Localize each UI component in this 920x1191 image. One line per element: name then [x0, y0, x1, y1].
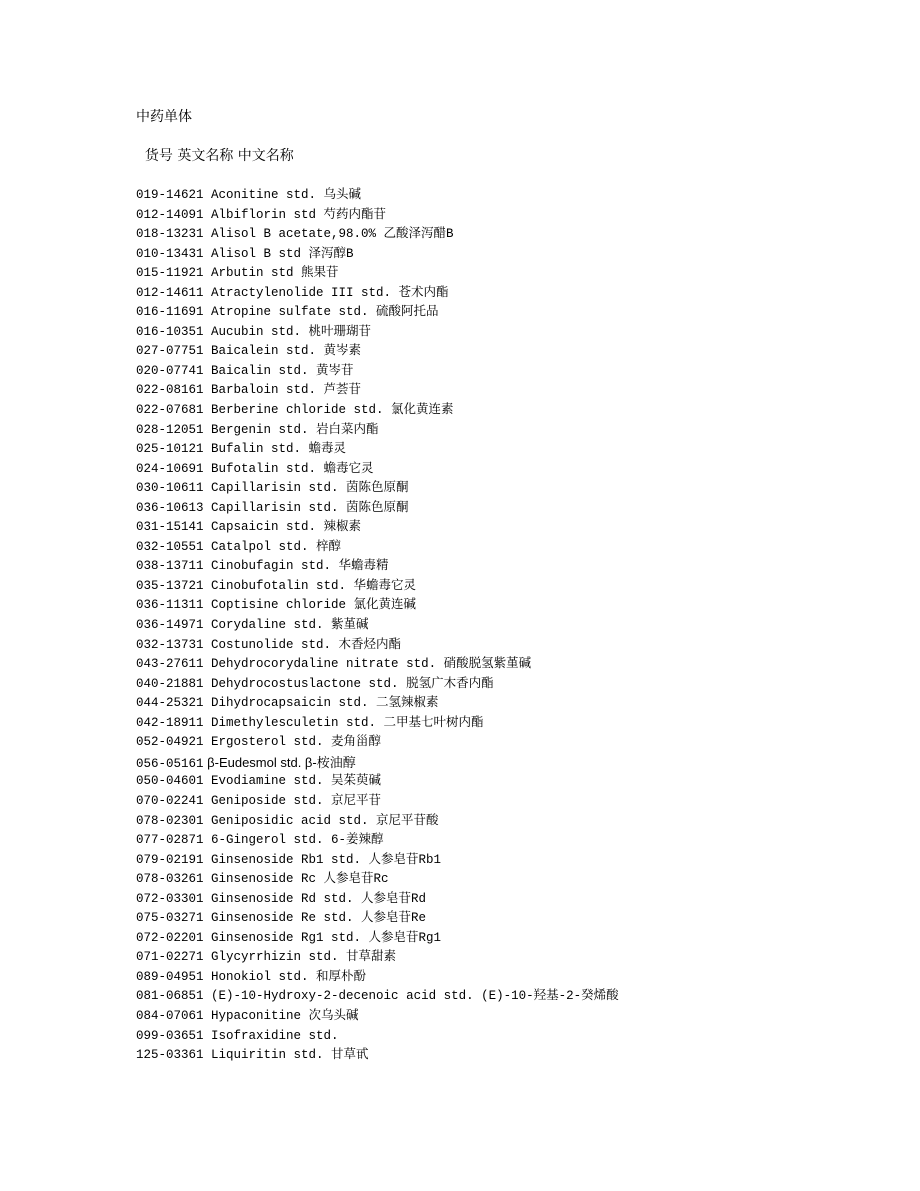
product-name: Capillarisin std. 茵陈色原酮 [211, 500, 409, 515]
product-code: 099-03651 [136, 1028, 204, 1043]
product-row [136, 323, 896, 343]
product-name: Bufotalin std. 蟾毒它灵 [211, 461, 374, 476]
product-row [136, 381, 896, 401]
document-title: 中药单体 [136, 109, 192, 125]
product-row [136, 460, 896, 480]
product-name: Geniposidic acid std. 京尼平苷酸 [211, 813, 439, 828]
product-name: Glycyrrhizin std. 甘草甜素 [211, 950, 397, 965]
product-code: 078-03261 [136, 872, 204, 887]
product-code: 010-13431 [136, 246, 204, 261]
product-name: Ginsenoside Rg1 std. 人参皂苷Rg1 [211, 930, 442, 945]
product-row [136, 225, 896, 245]
product-name: Dimethylesculetin std. 二甲基七叶树内酯 [211, 715, 484, 730]
product-code: 019-14621 [136, 188, 204, 202]
product-row [136, 1046, 896, 1066]
column-header: 货号 英文名称 中文名称 [136, 148, 294, 164]
product-name: Costunolide std. 木香烃内酯 [211, 637, 402, 652]
product-row [136, 987, 896, 1007]
product-row [136, 186, 896, 206]
product-row [136, 264, 896, 284]
product-name: β-Eudesmol std. β-桉油醇 [207, 754, 356, 770]
product-code: 044-25321 [136, 696, 204, 711]
product-name: Dihydrocapsaicin std. 二氢辣椒素 [211, 696, 439, 711]
product-name: (E)-10-Hydroxy-2-decenoic acid std. (E)-10-羟基-2-癸烯酸 [211, 989, 619, 1004]
product-row [136, 421, 896, 441]
product-row [136, 929, 896, 949]
product-name: Atropine sulfate std. 硫酸阿托品 [211, 305, 439, 320]
product-row [136, 890, 896, 910]
product-name: Ginsenoside Rc 人参皂苷Rc [211, 872, 389, 887]
product-code: 016-10351 [136, 324, 204, 339]
product-code: 035-13721 [136, 578, 204, 593]
product-row [136, 284, 896, 304]
product-row [136, 518, 896, 538]
product-code: 089-04951 [136, 969, 204, 984]
product-code: 056-05161 [136, 756, 204, 771]
product-name: Bergenin std. 岩白菜内酯 [211, 422, 379, 437]
product-row [136, 596, 896, 616]
product-name: Capsaicin std. 辣椒素 [211, 520, 362, 535]
product-name: Dehydrocorydaline nitrate std. 硝酸脱氢紫堇碱 [211, 657, 532, 672]
product-row [136, 206, 896, 226]
product-name: Corydaline std. 紫堇碱 [211, 618, 369, 633]
product-row [136, 479, 896, 499]
product-row [136, 831, 896, 851]
product-code: 027-07751 [136, 344, 204, 359]
product-code: 036-10613 [136, 500, 204, 515]
product-code: 070-02241 [136, 793, 204, 808]
product-row [136, 342, 896, 362]
product-code: 028-12051 [136, 422, 204, 437]
product-name: 6-Gingerol std. 6-姜辣醇 [211, 833, 384, 848]
product-code: 022-07681 [136, 403, 204, 418]
product-name: Ginsenoside Re std. 人参皂苷Re [211, 911, 427, 926]
product-code: 081-06851 [136, 989, 204, 1004]
product-name: Baicalin std. 黄岑苷 [211, 363, 354, 378]
product-code: 025-10121 [136, 442, 204, 457]
product-name: Arbutin std 熊果苷 [211, 266, 339, 281]
product-name: Isofraxidine std. [211, 1028, 339, 1043]
product-code: 043-27611 [136, 657, 204, 672]
product-name: Albiflorin std 芍药内酯苷 [211, 207, 387, 222]
product-row [136, 557, 896, 577]
product-row [136, 577, 896, 597]
product-row [136, 812, 896, 832]
product-code: 052-04921 [136, 735, 204, 750]
product-code: 032-13731 [136, 637, 204, 652]
document-body [136, 108, 896, 1066]
product-code: 125-03361 [136, 1048, 204, 1063]
product-row [136, 792, 896, 812]
product-code: 042-18911 [136, 715, 204, 730]
product-name: Evodiamine std. 吴茱萸碱 [211, 774, 382, 789]
product-row [136, 1027, 896, 1047]
product-row [136, 636, 896, 656]
product-name: Baicalein std. 黄岑素 [211, 344, 362, 359]
product-name: Alisol B acetate,98.0% 乙酸泽泻醋B [211, 227, 454, 242]
product-code: 022-08161 [136, 383, 204, 398]
product-code: 075-03271 [136, 911, 204, 926]
product-row [136, 772, 896, 792]
product-name: Geniposide std. 京尼平苷 [211, 793, 382, 808]
product-code: 077-02871 [136, 833, 204, 848]
product-row [136, 714, 896, 734]
product-row [136, 733, 896, 753]
product-code: 020-07741 [136, 363, 204, 378]
product-code: 036-11311 [136, 598, 204, 613]
product-code: 016-11691 [136, 305, 204, 320]
product-name: Hypaconitine 次乌头碱 [211, 1008, 359, 1023]
product-name: Coptisine chloride 氯化黄连碱 [211, 598, 417, 613]
product-row [136, 968, 896, 988]
product-code: 030-10611 [136, 481, 204, 496]
product-row [136, 303, 896, 323]
product-row [136, 851, 896, 871]
product-row [136, 499, 896, 519]
product-name: Bufalin std. 蟾毒灵 [211, 442, 347, 457]
product-code: 031-15141 [136, 520, 204, 535]
product-name: Ginsenoside Rb1 std. 人参皂苷Rb1 [211, 852, 442, 867]
product-name: Honokiol std. 和厚朴酚 [211, 969, 367, 984]
product-row [136, 675, 896, 695]
product-code: 024-10691 [136, 461, 204, 476]
product-row [136, 245, 896, 265]
product-code: 038-13711 [136, 559, 204, 574]
product-name: Aconitine std. 乌头碱 [211, 188, 362, 202]
product-row [136, 616, 896, 636]
product-code: 072-02201 [136, 930, 204, 945]
product-code: 032-10551 [136, 539, 204, 554]
product-code: 040-21881 [136, 676, 204, 691]
product-row [136, 538, 896, 558]
product-row [136, 401, 896, 421]
product-row [136, 753, 896, 773]
product-code: 015-11921 [136, 266, 204, 281]
product-name: Capillarisin std. 茵陈色原酮 [211, 481, 409, 496]
product-row [136, 440, 896, 460]
product-code: 078-02301 [136, 813, 204, 828]
product-row [136, 1007, 896, 1027]
product-code: 012-14091 [136, 207, 204, 222]
product-code: 036-14971 [136, 618, 204, 633]
product-code: 050-04601 [136, 774, 204, 789]
product-name: Barbaloin std. 芦荟苷 [211, 383, 362, 398]
product-list [136, 186, 896, 1066]
product-name: Cinobufotalin std. 华蟾毒它灵 [211, 578, 417, 593]
product-code: 071-02271 [136, 950, 204, 965]
product-name: Dehydrocostuslactone std. 脱氢广木香内酯 [211, 676, 494, 691]
product-name: Ginsenoside Rd std. 人参皂苷Rd [211, 891, 427, 906]
product-code: 012-14611 [136, 285, 204, 300]
product-name: Alisol B std 泽泻醇B [211, 246, 354, 261]
product-row [136, 870, 896, 890]
product-code: 084-07061 [136, 1008, 204, 1023]
product-row [136, 909, 896, 929]
product-name: Atractylenolide III std. 苍术内酯 [211, 285, 449, 300]
product-row [136, 948, 896, 968]
product-name: Liquiritin std. 甘草甙 [211, 1048, 369, 1063]
product-name: Aucubin std. 桃叶珊瑚苷 [211, 324, 372, 339]
product-row [136, 362, 896, 382]
product-row [136, 655, 896, 675]
product-name: Ergosterol std. 麦角甾醇 [211, 735, 382, 750]
product-name: Berberine chloride std. 氯化黄连素 [211, 403, 454, 418]
product-row [136, 694, 896, 714]
product-code: 079-02191 [136, 852, 204, 867]
product-code: 072-03301 [136, 891, 204, 906]
product-name: Cinobufagin std. 华蟾毒精 [211, 559, 389, 574]
product-name: Catalpol std. 梓醇 [211, 539, 342, 554]
product-code: 018-13231 [136, 227, 204, 242]
